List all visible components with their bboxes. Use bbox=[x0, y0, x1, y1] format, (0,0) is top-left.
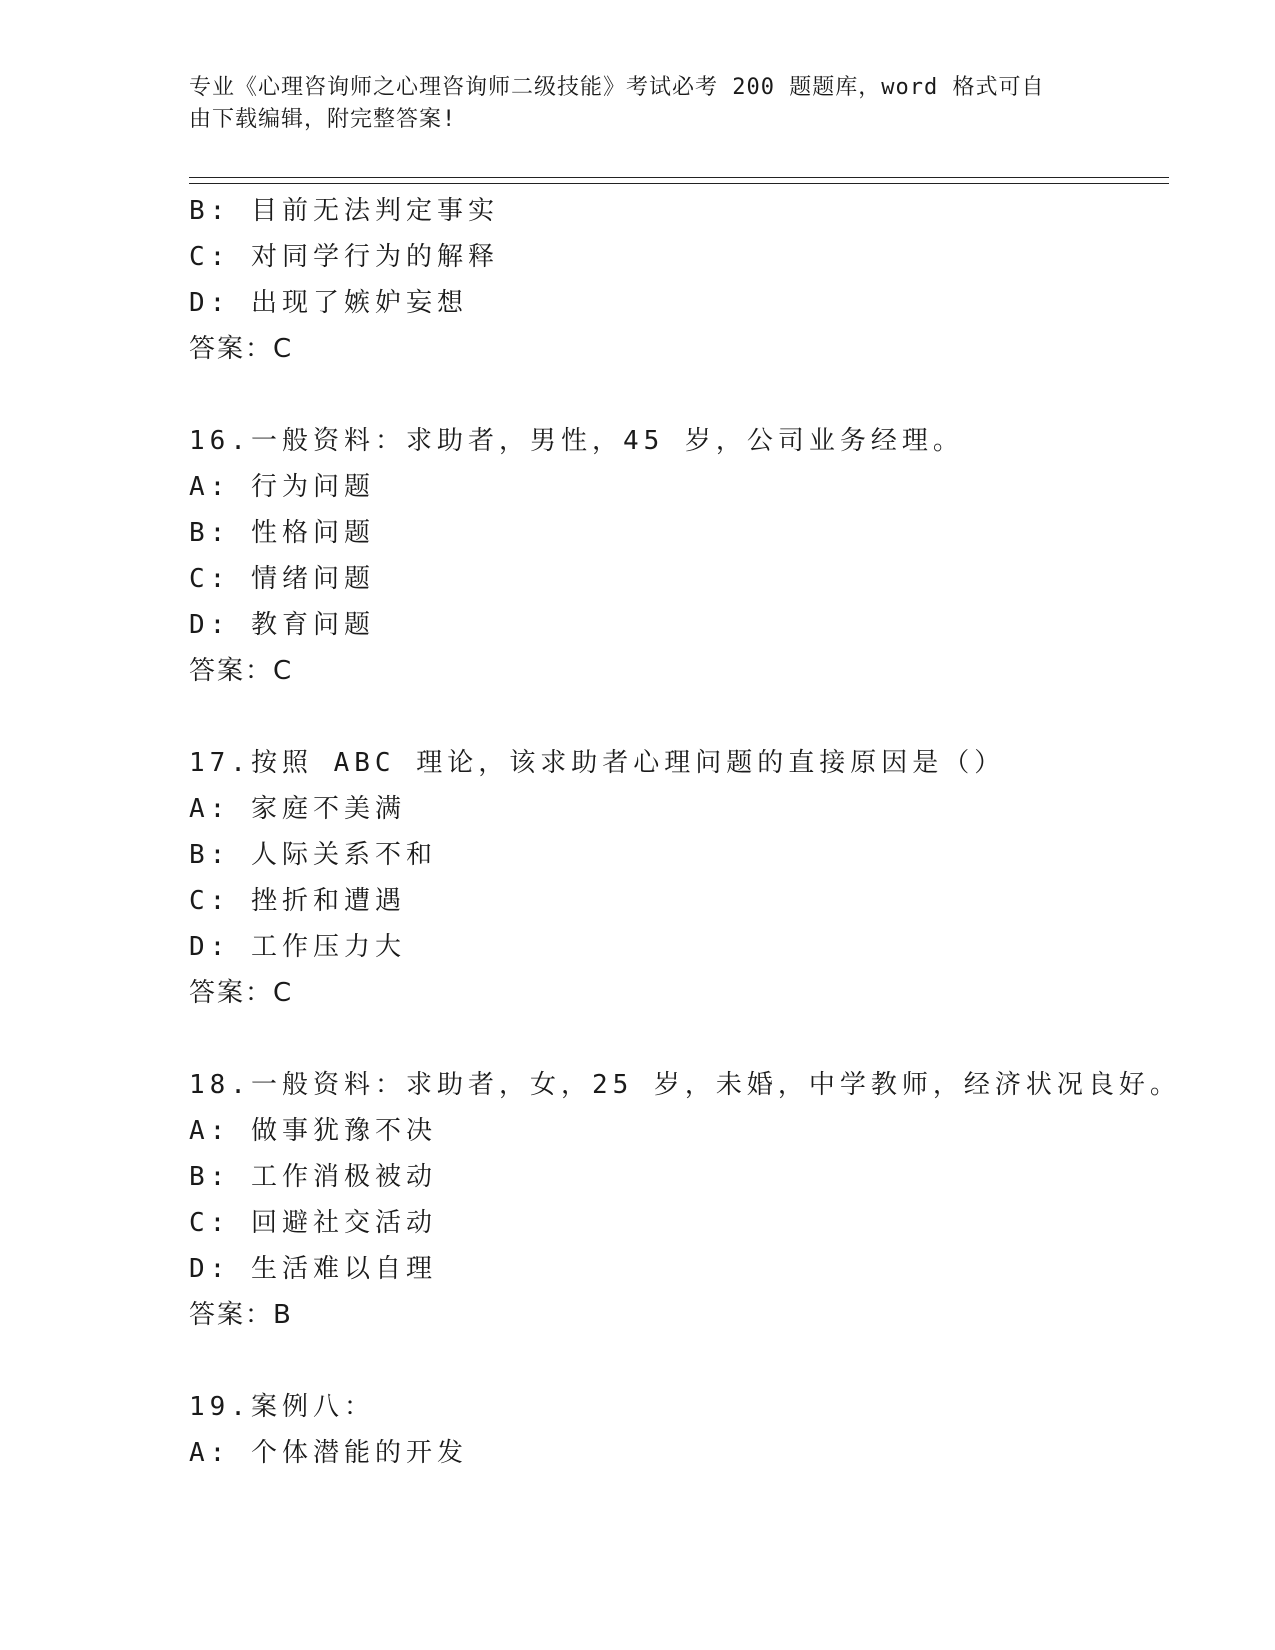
document-header bbox=[189, 72, 1089, 136]
option-d: D: 出现了嫉妒妄想 bbox=[189, 288, 468, 318]
question-block-18 bbox=[189, 1062, 1181, 1338]
header-divider-bottom bbox=[189, 183, 1169, 184]
answer-label: 答案：B bbox=[189, 1300, 293, 1330]
option-a: A: 家庭不美满 bbox=[189, 794, 406, 824]
header-divider-top bbox=[189, 177, 1169, 178]
question-block-15-continued bbox=[189, 188, 1169, 372]
question-list bbox=[189, 188, 1181, 1476]
option-b: B: 工作消极被动 bbox=[189, 1162, 437, 1192]
question-block-16 bbox=[189, 418, 1169, 694]
option-d: D: 教育问题 bbox=[189, 610, 375, 640]
question-stem: 17.按照 ABC 理论，该求助者心理问题的直接原因是（） bbox=[189, 748, 1006, 778]
option-b: B: 人际关系不和 bbox=[189, 840, 437, 870]
answer-label: 答案：C bbox=[189, 656, 294, 686]
option-c: C: 回避社交活动 bbox=[189, 1208, 437, 1238]
question-block-19 bbox=[189, 1384, 1169, 1476]
header-line-2: 由下载编辑，附完整答案! bbox=[189, 107, 457, 132]
answer-label: 答案：C bbox=[189, 978, 294, 1008]
answer-label: 答案：C bbox=[189, 334, 294, 364]
option-c: C: 情绪问题 bbox=[189, 564, 375, 594]
option-a: A: 做事犹豫不决 bbox=[189, 1116, 437, 1146]
question-block-17 bbox=[189, 740, 1169, 1016]
option-a: A: 个体潜能的开发 bbox=[189, 1438, 468, 1468]
option-b: B: 目前无法判定事实 bbox=[189, 196, 499, 226]
option-b: B: 性格问题 bbox=[189, 518, 375, 548]
question-stem: 16.一般资料：求助者，男性，45 岁，公司业务经理。 bbox=[189, 426, 964, 456]
question-stem: 18.一般资料：求助者，女，25 岁，未婚，中学教师，经济状况良好。 bbox=[189, 1070, 1181, 1100]
option-d: D: 工作压力大 bbox=[189, 932, 406, 962]
option-a: A: 行为问题 bbox=[189, 472, 375, 502]
option-c: C: 挫折和遭遇 bbox=[189, 886, 406, 916]
option-c: C: 对同学行为的解释 bbox=[189, 242, 499, 272]
question-stem: 19.案例八： bbox=[189, 1392, 375, 1422]
header-line-1: 专业《心理咨询师之心理咨询师二级技能》考试必考 200 题题库，word 格式可自 bbox=[189, 75, 1045, 100]
option-d: D: 生活难以自理 bbox=[189, 1254, 437, 1284]
